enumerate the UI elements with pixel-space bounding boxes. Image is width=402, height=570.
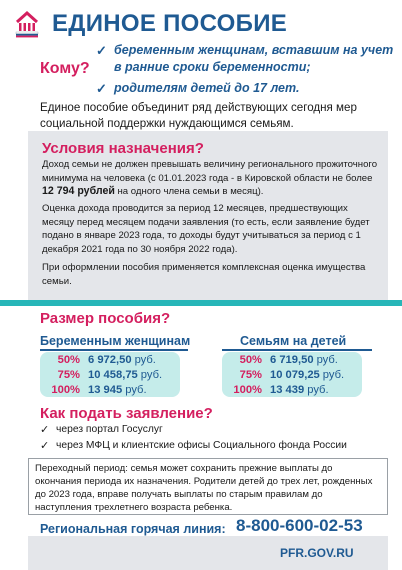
conditions-title: Условия назначения? <box>42 140 204 157</box>
percent: 100% <box>51 384 80 396</box>
amount: 6 719,50 <box>270 354 314 366</box>
unit: руб. <box>316 354 338 366</box>
recipients-list <box>96 42 396 101</box>
transition-note: Переходный период: семья может сохранить прежние выплаты до окончания периода их назначения. Родители детей до трех лет, рожденных до 2023 года, вправе получать выплаты по старым правилам до наступления трехлетнего возраста ребенка. <box>28 458 388 515</box>
hotline-phone: 8-800-600-02-53 <box>236 516 363 535</box>
amount: 10 079,25 <box>270 369 320 381</box>
table-row <box>222 383 362 398</box>
conditions-paragraph-1 <box>42 158 378 199</box>
table-row <box>40 353 180 368</box>
unit: руб. <box>140 369 163 381</box>
income-limit: 12 794 рублей <box>42 185 115 198</box>
amount: 10 458,75 <box>88 369 138 381</box>
site-link[interactable]: PFR.GOV.RU <box>280 546 354 560</box>
intro-text: Единое пособие объединит ряд действующих сегодня мер социальной поддержки нуждающимся семьям. <box>40 101 357 130</box>
percent: 50% <box>239 354 262 366</box>
pregnant-column-title: Беременным женщинам <box>40 334 191 348</box>
children-column-title: Семьям на детей <box>240 334 347 348</box>
page-title: ЕДИНОЕ ПОСОБИЕ <box>52 10 288 37</box>
pfr-logo-icon <box>14 10 40 38</box>
recipient-parents: родителям детей до 17 лет. <box>114 81 300 95</box>
unit: руб. <box>125 384 147 396</box>
table-row <box>222 368 362 383</box>
children-amounts <box>222 352 362 397</box>
apply-gosuslugi: через портал Госуслуг <box>56 424 163 435</box>
amount: 6 972,50 <box>88 354 132 366</box>
percent: 100% <box>233 384 262 396</box>
list-item <box>40 439 347 452</box>
divider-bar <box>0 300 402 306</box>
apply-mfc: через МФЦ и клиентские офисы Социального фонда России <box>56 440 347 451</box>
check-icon: ✓ <box>96 43 107 58</box>
apply-title: Как подать заявление? <box>40 405 213 422</box>
check-icon: ✓ <box>40 440 50 452</box>
recipient-pregnant: беременным женщинам, вставшим на учет в ранние сроки беременности; <box>114 43 394 74</box>
list-item <box>96 80 396 97</box>
size-title: Размер пособия? <box>40 310 171 327</box>
percent: 50% <box>57 354 80 366</box>
conditions-paragraph-3: При оформлении пособия применяется комплексная оценка имущества семьи. <box>42 262 366 287</box>
conditions-p1-text: Доход семьи не должен превышать величину регионального прожиточного минимума на человека (с 01.01.2023 года - в Кировской области не более <box>42 159 378 184</box>
pregnant-amounts <box>40 352 180 397</box>
who-label: Кому? <box>40 60 90 77</box>
percent: 75% <box>239 369 262 381</box>
table-row <box>40 383 180 398</box>
unit: руб. <box>307 384 329 396</box>
check-icon: ✓ <box>40 424 50 436</box>
conditions-panel <box>28 131 388 300</box>
conditions-paragraph-2: Оценка дохода проводится за период 12 месяцев, предшествующих месяцу перед месяцем подачи заявления (то есть, если заявление будет подано в январе 2023 года, то доходы будут учитываться за период с 1 декабря 2021 года по 30 ноября 2022 года). <box>42 203 370 255</box>
unit: руб. <box>134 354 156 366</box>
table-row <box>40 368 180 383</box>
header <box>0 0 402 96</box>
table-row <box>222 353 362 368</box>
amount: 13 945 <box>88 384 123 396</box>
percent: 75% <box>57 369 80 381</box>
amount: 13 439 <box>270 384 305 396</box>
divider <box>222 349 372 351</box>
list-item <box>96 42 396 76</box>
list-item <box>40 423 163 436</box>
hotline-label: Региональная горячая линия: <box>40 522 226 536</box>
conditions-p1-end: на одного члена семьи в месяц). <box>114 186 264 198</box>
check-icon: ✓ <box>96 81 107 96</box>
divider <box>40 349 188 351</box>
unit: руб. <box>322 369 345 381</box>
